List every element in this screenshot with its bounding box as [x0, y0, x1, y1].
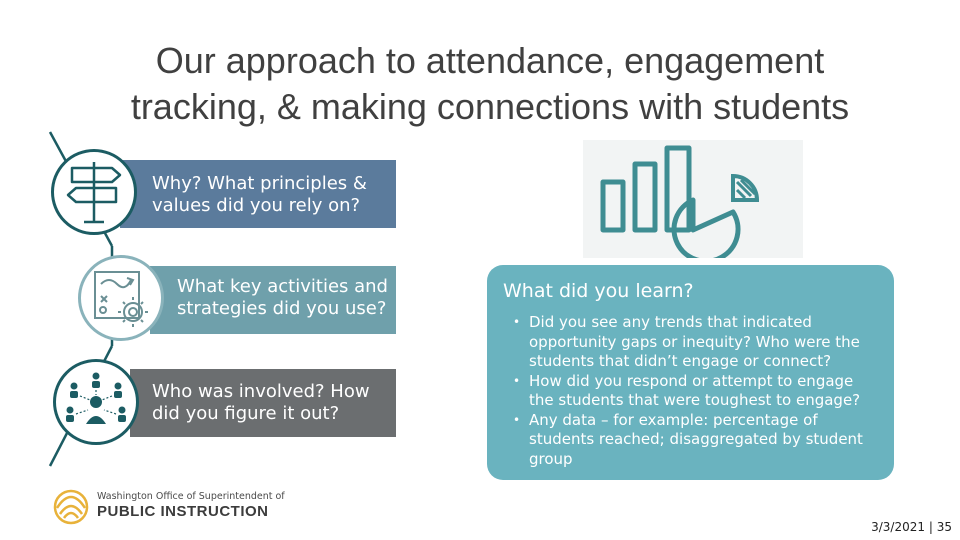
page-number: 35	[936, 520, 952, 534]
learn-bullet: • Did you see any trends that indicated opportunity gaps or inequity? Who were the students that didn’t engage or connect?	[513, 313, 878, 372]
strategy-gear-icon	[78, 255, 164, 341]
logo-org-line: Washington Office of Superintendent of	[97, 491, 285, 502]
activities-bar	[150, 266, 396, 334]
people-network-icon	[53, 359, 139, 445]
ospi-logo-icon	[52, 488, 92, 526]
learn-bullets	[503, 313, 878, 469]
learn-heading: What did you learn?	[503, 280, 694, 302]
activities-text: What key activities and strategies did you use?	[177, 276, 388, 319]
title-line-2: tracking, & making connections with students	[130, 86, 850, 127]
signpost-icon	[51, 149, 137, 235]
bar-pie-chart-icon	[583, 140, 803, 258]
logo-name: PUBLIC INSTRUCTION	[97, 503, 269, 520]
principles-bar	[120, 160, 396, 228]
learn-panel	[487, 265, 894, 480]
footer-separator: |	[928, 520, 933, 534]
principles-text: Why? What principles & values did you rely on?	[152, 173, 367, 216]
involved-bar	[130, 369, 396, 437]
involved-text: Who was involved? How did you figure it out?	[152, 381, 370, 424]
title-line-1: Our approach to attendance, engagement	[155, 40, 825, 81]
learn-bullet: • How did you respond or attempt to engage the students that were toughest to engage?	[513, 372, 878, 411]
slide-date: 3/3/2021	[871, 520, 926, 534]
learn-bullet: • Any data – for example: percentage of students reached; disaggregated by student group	[513, 411, 878, 470]
slide-footer	[871, 520, 952, 534]
